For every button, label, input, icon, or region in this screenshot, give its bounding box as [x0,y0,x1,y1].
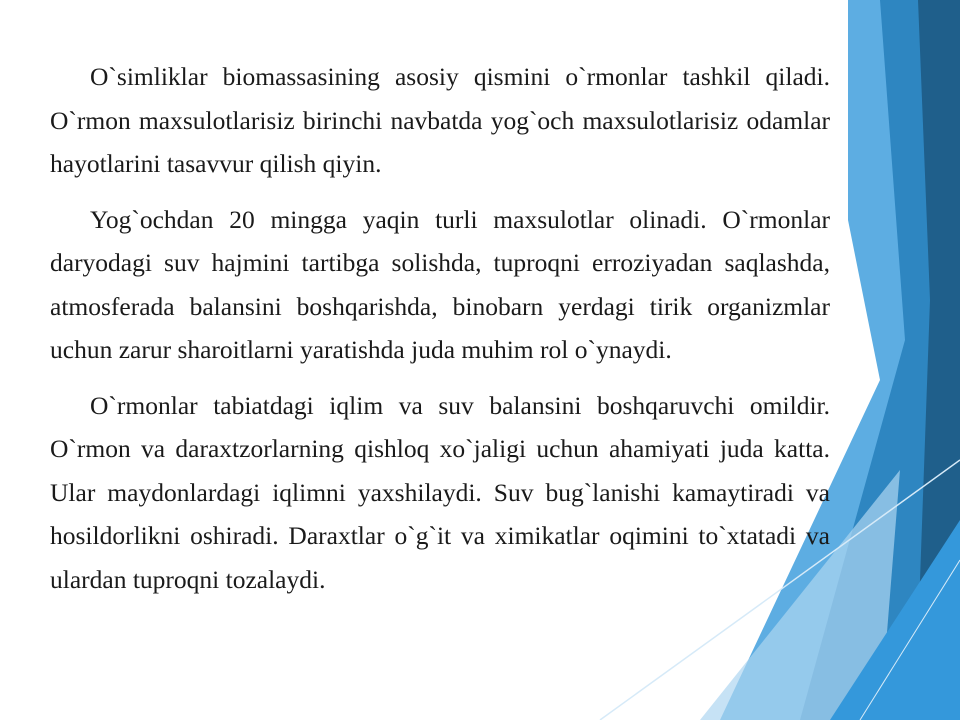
paragraph-1: O`simliklar biomassasining asosiy qismini o`rmonlar tashkil qiladi. O`rmon maxsulotlarisiz birinchi navbatda yog`och maxsulotlarisiz odamlar hayotlarini tasavvur qilish qiyin. [50,62,830,178]
paragraph-2: Yog`ochdan 20 mingga yaqin turli maxsulotlar olinadi. O`rmonlar daryodagi suv hajmini tartibga solishda, tuproqni erroziyadan saqlashda, atmosferada balansini boshqarishda, binobarn yerdagi tirik organizmlar uchun zarur sharoitlarni yaratishda juda muhim rol o`ynaydi. [50,204,830,364]
text-content [50,55,830,613]
paragraph-3: O`rmonlar tabiatdagi iqlim va suv balansini boshqaruvchi omildir. O`rmon va daraxtzorlarning qishloq xo`jaligi uchun ahamiyati juda katta. Ular maydonlardagi iqlimni yaxshilaydi. Suv bug`lanishi kamaytiradi va hosildorlikni oshiradi. Daraxtlar o`g`it va ximikatlar oqimini to`xtatadi va ulardan tuproqni tozalaydi. [50,390,830,594]
